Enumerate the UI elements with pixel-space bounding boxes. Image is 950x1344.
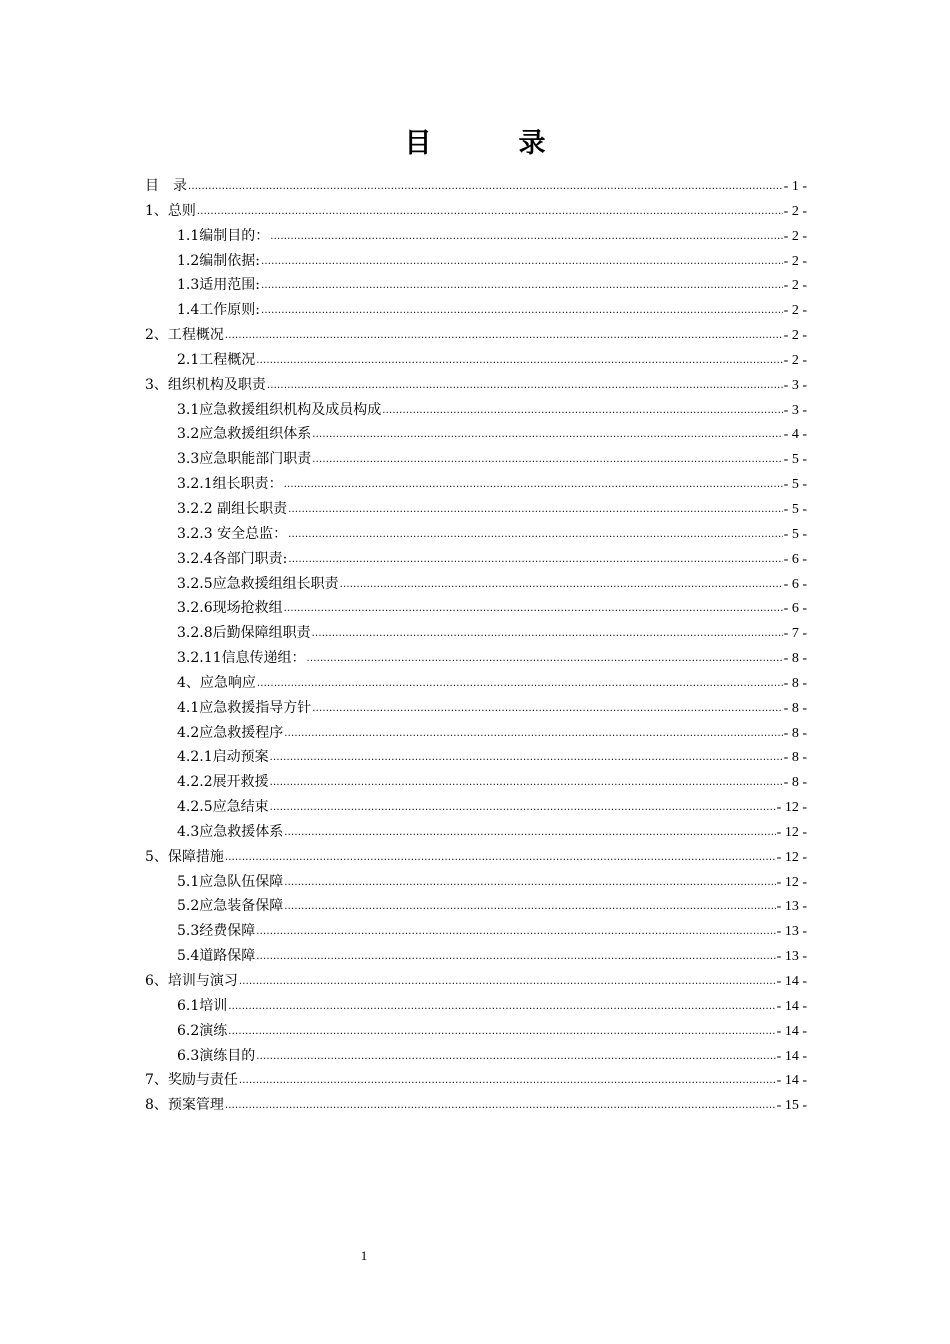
- toc-dot-leader: [312, 622, 783, 646]
- toc-entry-page: - 14 -: [776, 998, 807, 1014]
- toc-entry[interactable]: [145, 497, 807, 522]
- toc-entry-page: - 14 -: [776, 1048, 807, 1064]
- toc-entry-page: - 2 -: [783, 328, 807, 344]
- toc-entry-label: 3、组织机构及职责: [145, 376, 266, 393]
- toc-entry[interactable]: [145, 199, 807, 224]
- toc-entry-page: - 5 -: [783, 501, 807, 517]
- toc-entry[interactable]: [145, 398, 807, 423]
- toc-entry-page: - 12 -: [776, 824, 807, 840]
- document-title: 目 录: [404, 128, 576, 159]
- toc-entry-page: - 2 -: [783, 253, 807, 269]
- toc-entry-page: - 13 -: [776, 924, 807, 940]
- toc-entry-label: 6.1培训: [177, 997, 228, 1014]
- toc-entry-label: 4.2.5应急结束: [177, 799, 269, 816]
- toc-entry[interactable]: [145, 273, 807, 298]
- toc-dot-leader: [188, 175, 783, 199]
- toc-entry-label: 4.2应急救援程序: [177, 724, 284, 741]
- toc-entry-page: - 13 -: [776, 899, 807, 915]
- toc-entry-label: 5.2应急装备保障: [177, 898, 284, 915]
- toc-entry-label: 5.3经费保障: [177, 923, 256, 940]
- toc-entry-page: - 3 -: [783, 402, 807, 418]
- toc-entry[interactable]: [145, 994, 807, 1019]
- toc-dot-leader: [382, 399, 782, 423]
- toc-entry[interactable]: [145, 472, 807, 497]
- toc-entry-page: - 2 -: [783, 228, 807, 244]
- toc-dot-leader: [288, 498, 783, 522]
- toc-entry[interactable]: [145, 1068, 807, 1093]
- toc-dot-leader: [340, 573, 783, 597]
- toc-entry-label: 1.1编制目的：: [177, 227, 270, 244]
- toc-entry[interactable]: [145, 870, 807, 895]
- toc-entry-label: 3.2.4各部门职责:: [177, 550, 288, 567]
- toc-entry[interactable]: [145, 572, 807, 597]
- toc-entry[interactable]: [145, 174, 807, 199]
- toc-entry-page: - 1 -: [783, 179, 807, 194]
- toc-entry[interactable]: [145, 323, 807, 348]
- toc-dot-leader: [270, 796, 776, 820]
- toc-dot-leader: [270, 225, 782, 249]
- toc-entry[interactable]: [145, 646, 807, 671]
- toc-entry[interactable]: [145, 596, 807, 621]
- toc-entry[interactable]: [145, 795, 807, 820]
- toc-entry-page: - 8 -: [783, 775, 807, 791]
- toc-dot-leader: [288, 523, 783, 547]
- toc-entry-page: - 2 -: [783, 303, 807, 319]
- toc-entry-label: 3.2.8后勤保障组职责: [177, 625, 311, 642]
- toc-entry-page: - 8 -: [783, 651, 807, 667]
- toc-entry[interactable]: [145, 969, 807, 994]
- toc-entry[interactable]: [145, 820, 807, 845]
- toc-dot-leader: [307, 647, 783, 671]
- toc-entry-page: - 12 -: [776, 874, 807, 890]
- toc-dot-leader: [270, 771, 783, 795]
- toc-entry-label: 2.1工程概况: [177, 351, 256, 368]
- toc-entry-page: - 2 -: [783, 203, 807, 219]
- table-of-contents: [145, 174, 807, 1118]
- toc-entry-label: 6、培训与演习: [145, 973, 238, 989]
- toc-entry-page: - 4 -: [783, 427, 807, 443]
- toc-entry-page: - 5 -: [783, 452, 807, 468]
- toc-entry[interactable]: [145, 845, 807, 870]
- toc-entry-page: - 12 -: [776, 800, 807, 816]
- toc-entry-page: - 8 -: [783, 725, 807, 741]
- toc-entry-label: 7、奖励与责任: [145, 1072, 238, 1089]
- toc-entry[interactable]: [145, 422, 807, 447]
- toc-entry[interactable]: [145, 721, 807, 746]
- toc-entry-label: 3.2.3 安全总监：: [177, 525, 288, 542]
- toc-dot-leader: [197, 200, 783, 224]
- toc-dot-leader: [239, 1069, 776, 1093]
- toc-dot-leader: [261, 250, 783, 274]
- toc-entry-label: 4.3应急救援体系: [177, 823, 284, 840]
- toc-entry[interactable]: [145, 447, 807, 472]
- toc-entry[interactable]: [145, 224, 807, 249]
- toc-dot-leader: [228, 1020, 775, 1044]
- toc-entry-page: - 5 -: [783, 477, 807, 493]
- toc-dot-leader: [261, 299, 783, 323]
- toc-entry[interactable]: [145, 671, 807, 696]
- toc-entry[interactable]: [145, 249, 807, 274]
- toc-dot-leader: [312, 448, 782, 472]
- toc-entry[interactable]: [145, 745, 807, 770]
- page-number: 1: [360, 1248, 368, 1263]
- toc-entry-label: 2、工程概况: [145, 327, 224, 344]
- toc-dot-leader: [225, 1094, 776, 1118]
- toc-dot-leader: [225, 846, 776, 870]
- toc-entry-label: 8、预案管理: [145, 1097, 224, 1114]
- toc-entry-label: 4.1应急救援指导方针: [177, 699, 312, 716]
- toc-entry-label: 3.2应急救援组织体系: [177, 426, 312, 443]
- toc-dot-leader: [284, 722, 782, 746]
- toc-entry[interactable]: [145, 770, 807, 795]
- toc-dot-leader: [225, 324, 783, 348]
- toc-entry-page: - 8 -: [783, 700, 807, 716]
- toc-dot-leader: [288, 548, 782, 572]
- toc-entry-label: 3.3应急职能部门职责: [177, 451, 312, 468]
- toc-entry[interactable]: [145, 1019, 807, 1044]
- toc-entry[interactable]: [145, 522, 807, 547]
- toc-entry-label: 3.2.2 副组长职责: [177, 500, 288, 517]
- toc-entry[interactable]: [145, 1093, 807, 1118]
- toc-entry-page: - 8 -: [783, 675, 807, 691]
- toc-entry[interactable]: [145, 1044, 807, 1069]
- toc-entry-label: 5、保障措施: [145, 848, 224, 865]
- toc-entry-label: 3.2.11信息传递组：: [177, 650, 306, 667]
- toc-entry-label: 3.2.6现场抢救组: [177, 600, 283, 617]
- toc-entry-label: 1.4工作原则:: [177, 302, 260, 319]
- toc-entry-label: 1.2编制依据:: [177, 252, 260, 269]
- toc-entry-label: 4.2.2展开救援: [177, 774, 269, 791]
- toc-entry-label: 5.4道路保障: [177, 948, 256, 965]
- toc-entry-label: 目 录: [145, 178, 187, 194]
- toc-entry-page: - 2 -: [783, 278, 807, 294]
- toc-entry-label: 3.1应急救援组织机构及成员构成: [177, 401, 382, 418]
- toc-entry-page: - 15 -: [776, 1098, 807, 1114]
- toc-dot-leader: [284, 821, 775, 845]
- toc-dot-leader: [312, 423, 782, 447]
- toc-dot-leader: [256, 920, 775, 944]
- toc-dot-leader: [256, 1045, 775, 1069]
- toc-entry-page: - 8 -: [783, 750, 807, 766]
- toc-entry-label: 1、总则: [145, 202, 196, 219]
- toc-entry[interactable]: [145, 547, 807, 572]
- toc-entry-page: - 14 -: [776, 974, 807, 989]
- toc-entry-page: - 6 -: [783, 551, 807, 567]
- toc-dot-leader: [228, 995, 775, 1019]
- toc-dot-leader: [239, 970, 776, 994]
- toc-entry-page: - 12 -: [776, 849, 807, 865]
- toc-entry-label: 4、应急响应: [177, 674, 256, 691]
- toc-entry-page: - 5 -: [783, 526, 807, 542]
- toc-entry[interactable]: [145, 348, 807, 373]
- toc-entry-page: - 14 -: [776, 1073, 807, 1089]
- toc-entry-label: 5.1应急队伍保障: [177, 873, 284, 890]
- toc-dot-leader: [270, 746, 783, 770]
- toc-dot-leader: [284, 871, 775, 895]
- toc-entry[interactable]: [145, 621, 807, 646]
- toc-entry-page: - 7 -: [783, 626, 807, 642]
- toc-entry-page: - 6 -: [783, 576, 807, 592]
- toc-dot-leader: [284, 473, 783, 497]
- toc-entry-page: - 13 -: [776, 949, 807, 965]
- toc-entry-label: 6.2演练: [177, 1022, 228, 1039]
- toc-entry[interactable]: [145, 944, 807, 969]
- toc-entry-page: - 2 -: [783, 352, 807, 368]
- toc-entry-label: 4.2.1启动预案: [177, 749, 269, 766]
- toc-dot-leader: [284, 597, 783, 621]
- toc-entry-label: 1.3适用范围:: [177, 277, 260, 294]
- toc-entry[interactable]: [145, 894, 807, 919]
- toc-dot-leader: [256, 945, 775, 969]
- toc-entry-page: - 6 -: [783, 601, 807, 617]
- toc-entry-page: - 3 -: [783, 377, 807, 393]
- toc-dot-leader: [257, 672, 783, 696]
- toc-dot-leader: [256, 349, 782, 373]
- toc-entry-label: 3.2.5应急救援组组长职责: [177, 575, 339, 592]
- toc-entry-label: 3.2.1组长职责：: [177, 476, 283, 493]
- toc-dot-leader: [312, 697, 782, 721]
- toc-entry-label: 6.3演练目的: [177, 1047, 256, 1064]
- toc-dot-leader: [261, 274, 783, 298]
- toc-entry[interactable]: [145, 373, 807, 398]
- toc-dot-leader: [284, 895, 775, 919]
- toc-dot-leader: [267, 374, 783, 398]
- toc-entry-page: - 14 -: [776, 1023, 807, 1039]
- toc-entry[interactable]: [145, 298, 807, 323]
- toc-entry[interactable]: [145, 919, 807, 944]
- toc-entry[interactable]: [145, 696, 807, 721]
